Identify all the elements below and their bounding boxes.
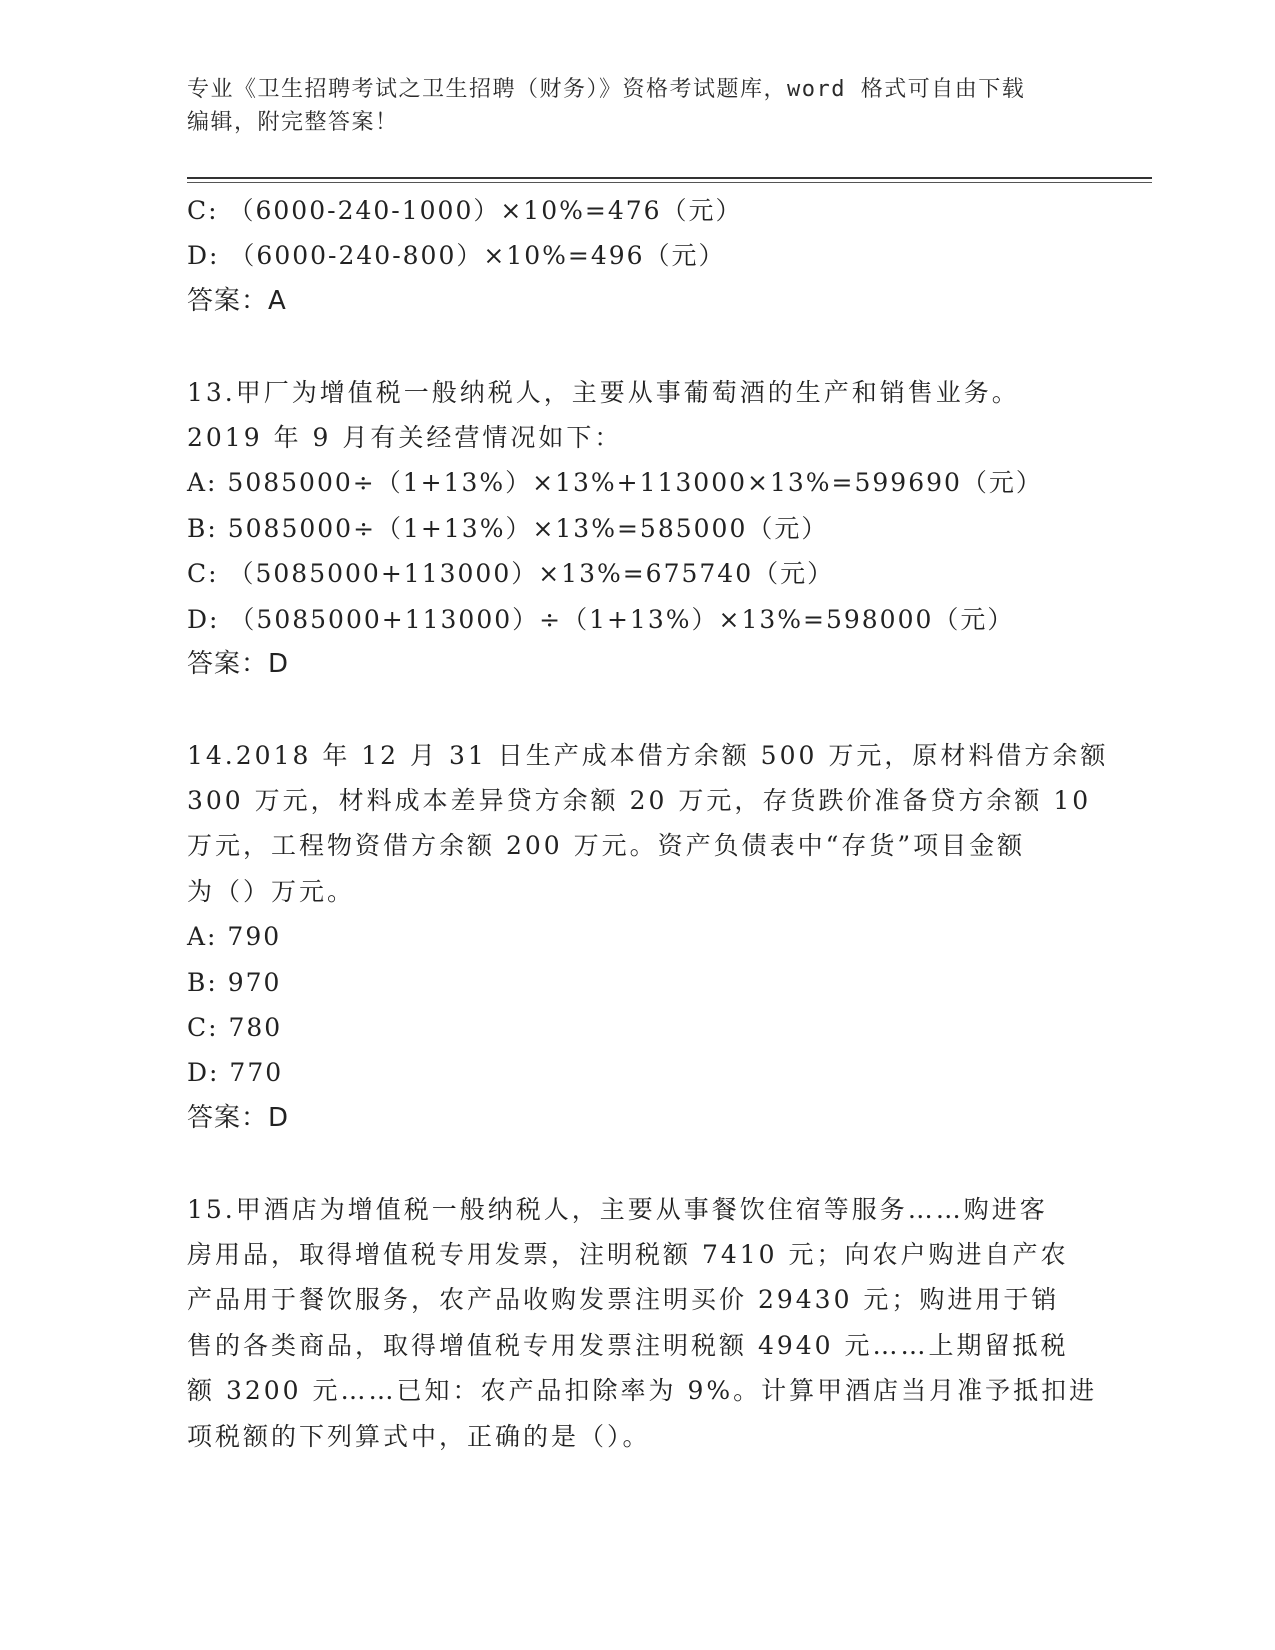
question-12 (187, 188, 1087, 324)
header-divider-thin (187, 182, 1152, 183)
answer-label: 答案：A (187, 285, 287, 316)
question-content (187, 188, 1109, 1459)
spacer (187, 687, 1087, 732)
header-line-2: 编辑，附完整答案！ (187, 110, 399, 135)
option-c: C: （5085000+113000）×13%=675740（元） (187, 559, 835, 589)
question-stem-line: 14.2018 年 12 月 31 日生产成本借方余额 500 万元，原材料借方余额 (187, 740, 1109, 770)
question-stem-line: 为（）万元。 (187, 876, 356, 906)
option-c: C: （6000-240-1000）×10%=476（元） (187, 196, 743, 225)
question-stem-line: 售的各类商品，取得增值税专用发票注明税额 4940 元……上期留抵税 (187, 1330, 1069, 1360)
option-c: C: 780 (187, 1013, 283, 1043)
option-d: D: 770 (187, 1058, 284, 1088)
question-14 (187, 733, 1109, 1142)
question-stem-line: 13.甲厂为增值税一般纳税人，主要从事葡萄酒的生产和销售业务。 (187, 377, 1020, 407)
header-divider (187, 177, 1152, 179)
question-stem-line: 万元，工程物资借方余额 200 万元。资产负债表中“存货”项目金额 (187, 831, 1026, 861)
question-stem-line: 2019 年 9 月有关经营情况如下： (187, 422, 623, 452)
question-stem-line: 15.甲酒店为增值税一般纳税人，主要从事餐饮住宿等服务……购进客 (187, 1194, 1048, 1224)
question-stem-line: 产品用于餐饮服务，农产品收购发票注明买价 29430 元；购进用于销 (187, 1285, 1060, 1315)
header-line-1: 专业《卫生招聘考试之卫生招聘（财务）》资格考试题库，word 格式可自由下载 (187, 77, 1026, 102)
question-15 (187, 1187, 1098, 1459)
question-stem-line: 项税额的下列算式中，正确的是（）。 (187, 1421, 651, 1451)
spacer (187, 1141, 1087, 1186)
page-header (187, 73, 1067, 139)
question-stem-line: 房用品，取得增值税专用发票，注明税额 7410 元；向农户购进自产农 (187, 1239, 1069, 1269)
option-d: D: （6000-240-800）×10%=496（元） (187, 241, 726, 271)
option-a: A: 5085000÷（1+13%）×13%+113000×13%=599690（元） (187, 468, 1043, 498)
answer-label: 答案：D (187, 648, 290, 679)
question-stem-line: 300 万元，材料成本差异贷方余额 20 万元，存货跌价准备贷方余额 10 (187, 786, 1092, 816)
answer-label: 答案：D (187, 1102, 290, 1133)
option-b: B: 5085000÷（1+13%）×13%=585000（元） (187, 513, 829, 543)
option-d: D: （5085000+113000）÷（1+13%）×13%=598000（元） (187, 604, 1015, 634)
question-stem-line: 额 3200 元……已知：农产品扣除率为 9%。计算甲酒店当月准予抵扣进 (187, 1376, 1098, 1406)
option-a: A: 790 (187, 922, 282, 952)
spacer (187, 324, 1087, 369)
option-b: B: 970 (187, 967, 282, 997)
question-13 (187, 370, 1087, 688)
